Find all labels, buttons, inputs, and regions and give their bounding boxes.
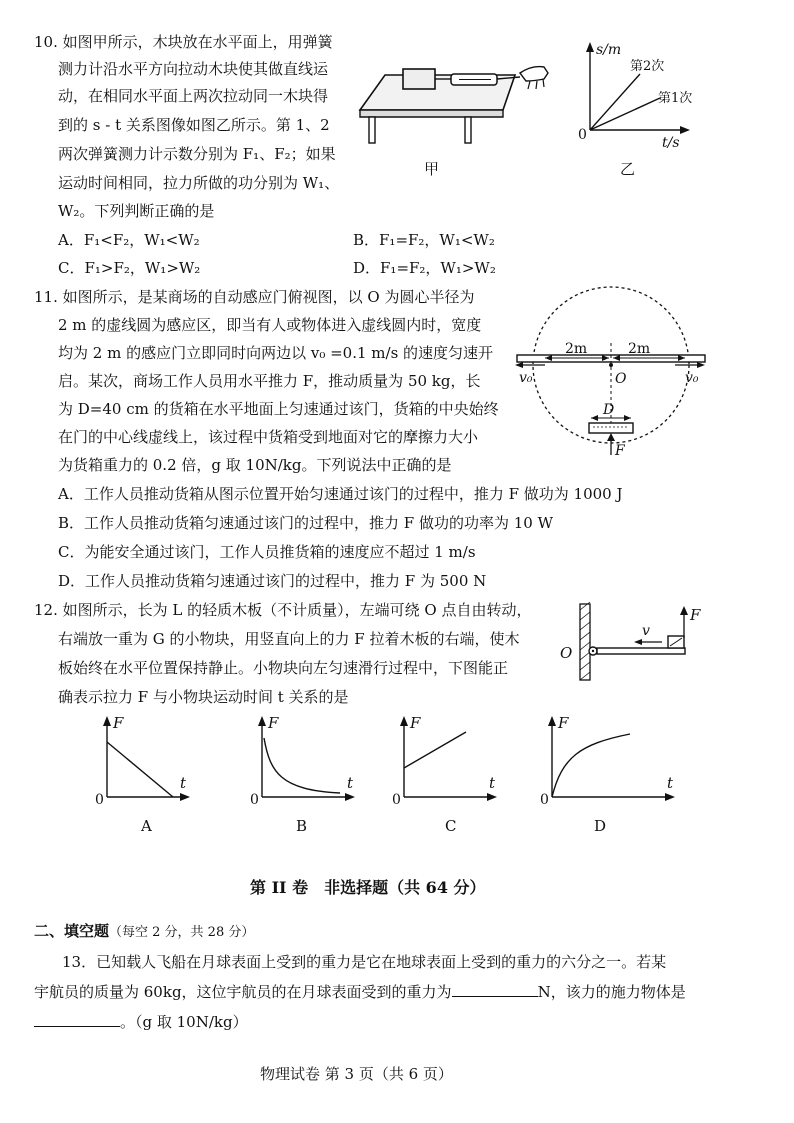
q12-line: 确表示拉力 F 与小物块运动时间 t 关系的是: [58, 688, 349, 706]
q11-fig-force: F: [615, 443, 625, 459]
q12-graph-a-xlabel: t: [180, 774, 187, 792]
part-title: 二、填空题: [34, 922, 110, 940]
q11-line: 为货箱重力的 0.2 倍，g 取 10N/kg。下列说法中正确的是: [58, 456, 452, 474]
q11-fig-v-left: v₀: [519, 370, 533, 386]
q12-line: 板始终在水平位置保持静止。小物块向左匀速滑行过程中，下图能正: [58, 659, 509, 677]
q12-graph-c: [392, 712, 502, 812]
q11-line: 在门的中心线虚线上，该过程中货箱受到地面对它的摩擦力大小: [58, 428, 479, 446]
q13-line-3: [34, 1011, 248, 1033]
q13-line-3-text: 。（g 取 10N/kg）: [120, 1013, 248, 1031]
q12-line: 右端放一重为 G 的小物块，用竖直向上的力 F 拉着木板的右端，使木: [58, 630, 520, 648]
q12-graph-d: [540, 712, 680, 812]
q11-option-c: C．为能安全通过该门，工作人员推货箱的速度应不超过 1 m/s: [58, 543, 476, 561]
q10-option-a: A．F₁<F₂，W₁<W₂: [58, 231, 200, 249]
q11-fig-v-right: v₀: [685, 370, 699, 386]
q10-line: 10. 如图甲所示，木块放在水平面上，用弹簧: [34, 33, 333, 51]
q13-line-1: 13．已知载人飞船在月球表面上受到的重力是它在地球表面上受到的重力的六分之一。若某: [62, 953, 667, 971]
q13-line-2: [34, 981, 686, 1003]
q11-line: 均为 2 m 的感应门立即同时向两边以 v₀ =0.1 m/s 的速度匀速开: [58, 344, 494, 362]
q10-option-b: B．F₁=F₂，W₁<W₂: [353, 231, 495, 249]
q12-graph-d-xlabel: t: [667, 774, 674, 792]
q12-graph-b-origin: 0: [250, 792, 259, 808]
q10-graph-line-1: 第1次: [658, 91, 693, 106]
q10-graph-line-2: 第2次: [630, 59, 665, 74]
q10-figure-jia-label: 甲: [424, 160, 440, 178]
q13-line-2b: N，该力的施力物体是: [537, 983, 686, 1001]
part-heading: [34, 920, 254, 944]
q10-figure-yi: [570, 40, 700, 150]
q12-graph-c-label: C: [445, 817, 457, 835]
q10-line: 运动时间相同，拉力所做的功分别为 W₁、: [58, 174, 340, 192]
q12-graph-d-origin: 0: [540, 792, 549, 808]
q12-figure: [560, 600, 710, 685]
q10-line: 到的 s - t 关系图像如图乙所示。第 1、2: [58, 116, 330, 134]
q10-line: W₂。下列判断正确的是: [58, 202, 215, 220]
q10-line: 两次弹簧测力计示数分别为 F₁、F₂；如果: [58, 145, 336, 163]
q13-blank-2[interactable]: [34, 1012, 120, 1027]
q10-graph-xlabel: t/s: [662, 135, 680, 151]
q12-graph-c-ylabel: F: [410, 714, 421, 732]
q10-option-d: D．F₁=F₂，W₁>W₂: [353, 259, 496, 277]
page-footer: 物理试卷 第 3 页（共 6 页）: [260, 1065, 453, 1083]
q10-option-c: C．F₁>F₂，W₁>W₂: [58, 259, 201, 277]
q12-graph-a-label: A: [141, 817, 152, 835]
q10-line: 测力计沿水平方向拉动木块使其做直线运: [58, 60, 329, 78]
q11-line: 为 D=40 cm 的货箱在水平地面上匀速通过该门，货箱的中央始终: [58, 400, 499, 418]
q12-line: 12. 如图所示，长为 L 的轻质木板（不计质量），左端可绕 O 点自由转动，: [34, 601, 532, 619]
q12-fig-velocity: v: [642, 623, 650, 639]
q12-graph-b-ylabel: F: [268, 714, 279, 732]
q12-graph-a-origin: 0: [95, 792, 104, 808]
q12-fig-pivot: O: [560, 644, 573, 662]
q10-line: 动，在相同水平面上两次拉动同一木块得: [58, 87, 329, 105]
q12-graph-c-xlabel: t: [489, 774, 496, 792]
q12-graph-d-ylabel: F: [558, 714, 569, 732]
q12-graph-a: [95, 712, 195, 812]
q11-option-d: D．工作人员推动货箱匀速通过该门的过程中，推力 F 为 500 N: [58, 572, 487, 590]
q13-blank-1[interactable]: [452, 982, 538, 997]
q11-option-a: A．工作人员推动货箱从图示位置开始匀速通过该门的过程中，推力 F 做功为 1000 J: [58, 485, 623, 503]
q12-graph-b-label: B: [296, 817, 308, 835]
q11-line: 11. 如图所示，是某商场的自动感应门俯视图，以 O 为圆心半径为: [34, 288, 475, 306]
q11-fig-left-dist: 2m: [565, 341, 588, 357]
q13-line-2a: 宇航员的质量为 60kg，这位宇航员的在月球表面受到的重力为: [34, 983, 452, 1001]
part-note: （每空 2 分，共 28 分）: [109, 925, 255, 940]
section-title: 第 II 卷 非选择题（共 64 分）: [250, 878, 486, 897]
q12-graph-c-origin: 0: [392, 792, 401, 808]
q10-figure-jia: [355, 55, 555, 155]
q11-fig-center: O: [615, 371, 627, 387]
q11-line: 启。某次，商场工作人员用水平推力 F，推动质量为 50 kg，长: [58, 372, 481, 390]
q12-graph-a-ylabel: F: [113, 714, 124, 732]
q11-fig-box-label: D: [603, 402, 615, 418]
q12-graph-b: [250, 712, 360, 812]
q11-line: 2 m 的虚线圆为感应区，即当有人或物体进入虚线圆内时，宽度: [58, 316, 482, 334]
q10-graph-ylabel: s/m: [596, 42, 622, 58]
q11-figure: [515, 285, 725, 465]
q10-figure-yi-label: 乙: [620, 160, 636, 178]
q12-graph-d-label: D: [594, 817, 607, 835]
q10-graph-origin: 0: [578, 127, 587, 143]
q12-fig-force: F: [690, 606, 701, 624]
q11-option-b: B．工作人员推动货箱匀速通过该门的过程中，推力 F 做功的功率为 10 W: [58, 514, 554, 532]
q11-fig-right-dist: 2m: [628, 341, 651, 357]
q12-graph-b-xlabel: t: [347, 774, 354, 792]
